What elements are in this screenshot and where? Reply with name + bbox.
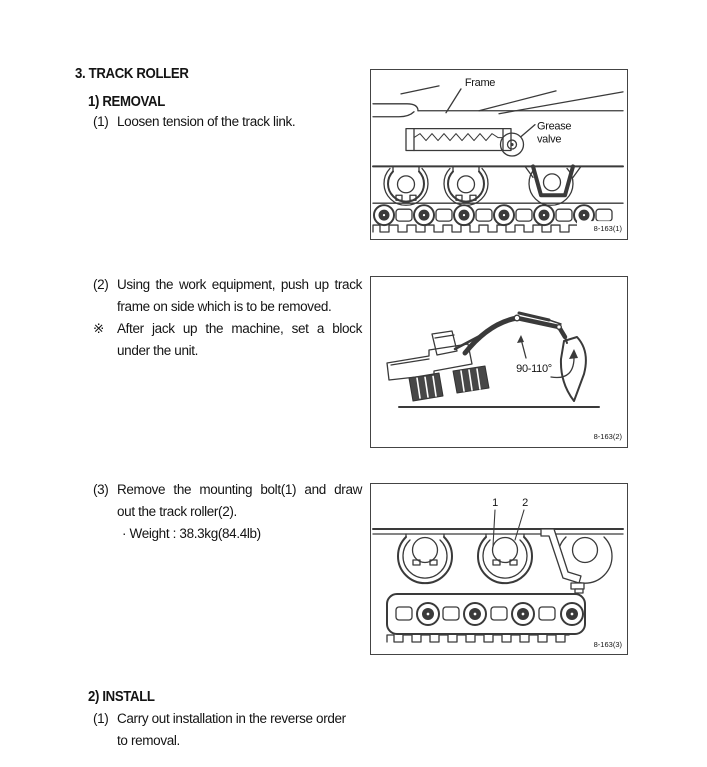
figure-3-box (370, 483, 628, 655)
figure-number: 8-163(2) (593, 432, 622, 441)
step-text-line: Loosen tension of the track link. (117, 114, 296, 129)
figure-1-box (370, 69, 628, 240)
step-text-line: Using the work equipment, push up track (117, 277, 362, 292)
excavator-drawing (387, 313, 599, 407)
note-marker: ※ (93, 321, 104, 336)
step-text-line: Remove the mounting bolt(1) and draw (117, 482, 362, 497)
callout-2: 2 (522, 497, 528, 509)
track-shoes (373, 225, 587, 232)
angle-label: 90-110° (516, 363, 552, 375)
install-step-1 (93, 708, 362, 752)
frame-drawing (373, 86, 623, 151)
step-text-line: to removal. (117, 733, 180, 748)
step-text-line: frame on side which is to be removed. (117, 299, 332, 314)
figure-2-box (370, 276, 628, 448)
removal-step-2 (93, 274, 362, 362)
frame-label: Frame (464, 76, 496, 89)
track-roller-removal-diagram (371, 484, 626, 652)
track-frame-diagram (371, 70, 626, 237)
step-text-line: out the track roller(2). (117, 504, 237, 519)
weight-spec: · Weight : 38.3kg(84.4lb) (122, 526, 261, 541)
roller-frame-drawing (373, 510, 623, 642)
step-number: (3) (93, 482, 109, 497)
step-number: (1) (93, 114, 109, 129)
excavator-jackup-diagram (371, 277, 626, 445)
removal-step-1 (93, 111, 362, 133)
removal-heading: 1) REMOVAL (88, 93, 165, 110)
figure-number: 8-163(3) (593, 640, 622, 649)
note-text-line: After jack up the machine, set a block (117, 321, 362, 336)
section-title: 3. TRACK ROLLER (75, 65, 189, 82)
callout-1: 1 (492, 497, 498, 509)
track-shoes (387, 635, 569, 642)
note-text-line: under the unit. (117, 343, 199, 358)
step-number: (1) (93, 711, 109, 726)
figure-number: 8-163(1) (593, 224, 622, 234)
grease-valve-drawing (501, 125, 536, 156)
install-heading: 2) INSTALL (88, 688, 155, 705)
removal-step-3 (93, 479, 367, 545)
step-text-line: Carry out installation in the reverse order (117, 711, 346, 726)
grease-valve-label-line2: valve (537, 133, 562, 146)
grease-valve-label-line1: Grease (537, 120, 572, 133)
step-number: (2) (93, 277, 109, 292)
